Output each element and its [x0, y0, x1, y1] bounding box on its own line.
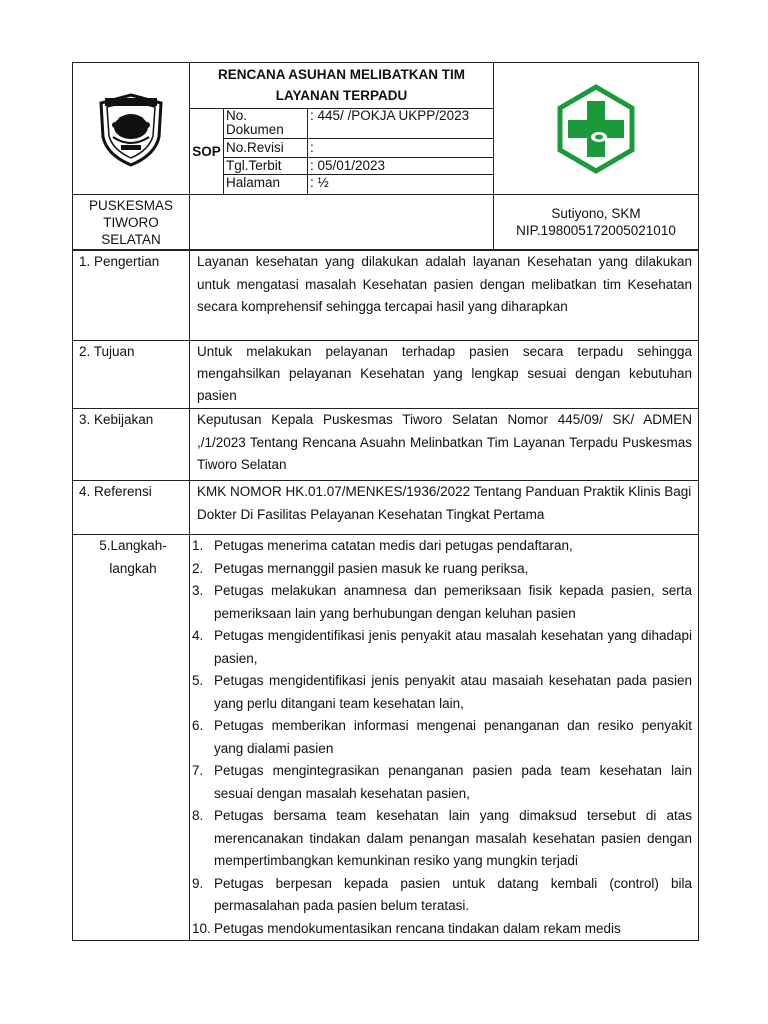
meta-value-tgl-terbit: : 05/01/2023	[308, 158, 494, 175]
section-row	[73, 251, 699, 341]
signer-nip: NIP.198005172005021010	[516, 223, 676, 238]
sop-body-table	[72, 250, 699, 941]
section-row	[73, 409, 699, 481]
list-item: 8. Petugas bersama team kesehatan lain yang dimaksud tersebut di atas merencanakan tindakan dalam penangan masalah kesehatan pasien dengan mempertimbangkan kemunkinan resiko yang mungkin terjadi	[192, 808, 692, 868]
section-row	[73, 535, 699, 941]
meta-value-halaman: : ½	[308, 175, 494, 195]
puskesmas-cross-logo-icon	[550, 83, 642, 175]
empty-cell	[190, 195, 494, 250]
section-label-referensi: 4. Referensi	[73, 481, 190, 535]
puskesmas-logo-cell	[494, 63, 699, 195]
list-item: 9. Petugas berpesan kepada pasien untuk datang kembali (control) bila permasalahan pada pasien belum teratasi.	[192, 875, 692, 913]
kebijakan-text: Keputusan Kepala Puskesmas Tiworo Selatan Nomor 445/09/ SK/ ADMEN ,/1/2023 Tentang Rencana Asuahn Melinbatkan Tim Layanan Terpadu Puskesmas Tiworo Selatan	[197, 412, 692, 472]
section-row	[73, 341, 699, 409]
section-label-tujuan: 2. Tujuan	[73, 341, 190, 409]
meta-label-no-dokumen: No. Dokumen	[224, 109, 308, 139]
meta-value-no-revisi: :	[308, 139, 494, 158]
section-label-kebijakan: 3. Kebijakan	[73, 409, 190, 481]
district-logo-cell	[73, 63, 190, 195]
list-item: 3. Petugas melakukan anamnesa dan pemeriksaan fisik kepada pasien, serta pemeriksaan lain yang berhubungan dengan keluhan pasien	[192, 583, 692, 621]
section-steps-langkah	[190, 535, 699, 941]
list-item: 1. Petugas menerima catatan medis dari petugas pendaftaran,	[192, 538, 573, 553]
section-text-kebijakan	[190, 409, 699, 481]
meta-label-halaman: Halaman	[224, 175, 308, 195]
meta-label-no-revisi: No.Revisi	[224, 139, 308, 158]
section-label-langkah: 5.Langkah-langkah	[73, 535, 190, 941]
section-text-pengertian	[190, 251, 699, 341]
meta-label-tgl-terbit: Tgl.Terbit	[224, 158, 308, 175]
section-label-pengertian: 1. Pengertian	[73, 251, 190, 341]
pengertian-text: Layanan kesehatan yang dilakukan adalah layanan Kesehatan yang dilakukan untuk mengatasi masalah Kesehatan pasien dengan melibatkan tim Kesehatan secara komprehensif sehingga tercapai hasil yang diharapkan	[197, 254, 692, 314]
list-item: 5. Petugas mengidentifikasi jenis penyakit atau masaiah kesehatan pada pasien yang perlu ditangani team kesehatan lain,	[192, 673, 692, 711]
section-text-tujuan	[190, 341, 699, 409]
org-name: PUSKESMAS TIWORO SELATAN	[73, 195, 190, 250]
document-title-line2: LAYANAN TERPADU	[275, 88, 408, 103]
referensi-text: KMK NOMOR HK.01.07/MENKES/1936/2022 Tentang Panduan Praktik Klinis Bagi Dokter Di Fasilitas Pelayanan Kesehatan Tingkat Pertama	[197, 484, 692, 522]
list-item: 6. Petugas memberikan informasi mengenai penanganan dan resiko penyakit yang dialami pasien	[192, 718, 692, 756]
meta-value-no-dokumen: : 445/ /POKJA UKPP/2023	[308, 109, 494, 139]
document-title-line1: RENCANA ASUHAN MELIBATKAN TIM	[218, 67, 465, 82]
sop-header-table	[72, 62, 699, 250]
section-row	[73, 481, 699, 535]
section-text-referensi	[190, 481, 699, 535]
list-item: 2. Petugas mernanggil pasien masuk ke ruang periksa,	[192, 560, 529, 576]
tujuan-text: Untuk melakukan pelayanan terhadap pasien secara terpadu sehingga mengahsilkan pelayanan Kesehatan yang lengkap sesuai dengan kebutuhan pasien	[197, 344, 692, 403]
signer-cell	[494, 195, 699, 250]
steps-list	[192, 535, 692, 940]
document-title-cell	[190, 63, 494, 109]
list-item: 7. Petugas mengintegrasikan penanganan pasien pada team kesehatan lain sesuai dengan masalah kesehatan pasien,	[192, 763, 692, 801]
list-item: 4. Petugas mengidentifikasi jenis penyakit atau masalah kesehatan yang dihadapi pasien,	[192, 628, 692, 666]
sop-label: SOP	[190, 109, 224, 195]
district-emblem-icon	[91, 89, 171, 169]
signer-name: Sutiyono, SKM	[551, 206, 641, 221]
list-item: 10. Petugas mendokumentasikan rencana tindakan dalam rekam medis	[192, 920, 621, 936]
